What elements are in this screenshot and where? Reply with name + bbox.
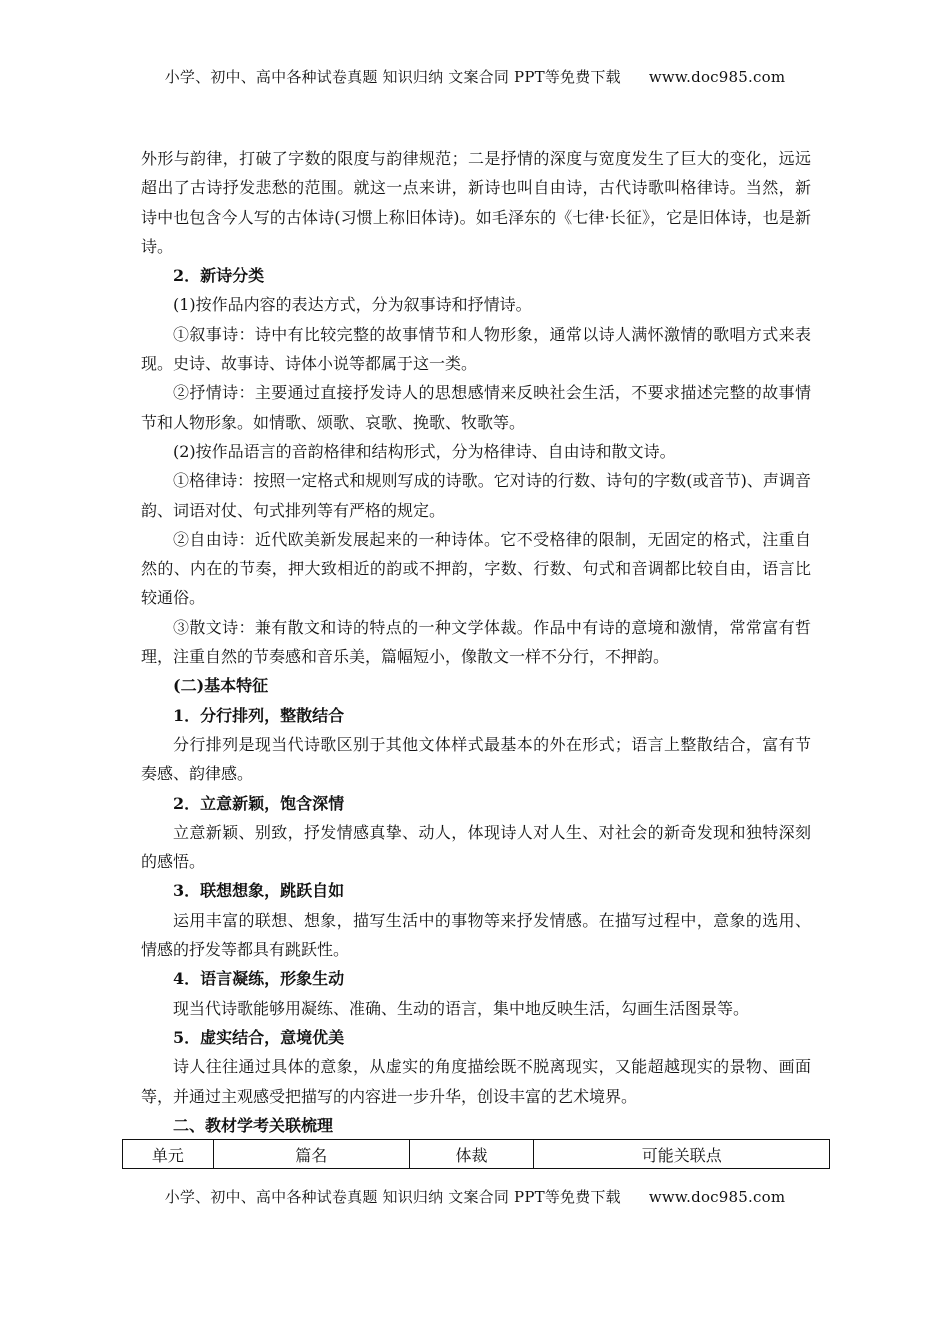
section-heading: 4．语言凝练，形象生动 (173, 969, 345, 989)
section-heading: 1．分行排列，整散结合 (173, 705, 345, 725)
table-header-cell: 单元 (123, 1140, 214, 1169)
table-header-cell: 可能关联点 (534, 1140, 830, 1169)
paragraph: ②抒情诗：主要通过直接抒发诗人的思想感情来反映社会生活，不要求描述完整的故事情节和人物形象。如情歌、颂歌、哀歌、挽歌、牧歌等。 (141, 383, 811, 432)
section-heading: (二)基本特征 (173, 676, 269, 696)
footer-text: 小学、初中、高中各种试卷真题 知识归纳 文案合同 PPT等免费下载 (164, 1188, 621, 1206)
paragraph: (1)按作品内容的表达方式，分为叙事诗和抒情诗。 (173, 295, 532, 315)
paragraph: ③散文诗：兼有散文和诗的特点的一种文学体裁。作品中有诗的意境和激情，常常富有哲理，注重自然的节奏感和音乐美，篇幅短小，像散文一样不分行，不押韵。 (141, 617, 811, 667)
paragraph: 立意新颖、别致，抒发情感真挚、动人，体现诗人对人生、对社会的新奇发现和独特深刻的感悟。 (141, 822, 811, 872)
table-header-cell: 体裁 (409, 1140, 534, 1169)
paragraph: 现当代诗歌能够用凝练、准确、生动的语言，集中地反映生活，勾画生活图景等。 (173, 998, 750, 1018)
paragraph: 分行排列是现当代诗歌区别于其他文体样式最基本的外在形式；语言上整散结合，富有节奏感、韵律感。 (141, 734, 811, 784)
footer-site-link[interactable]: www.doc985.com (648, 1188, 786, 1206)
table-header-cell: 篇名 (213, 1140, 409, 1169)
section-heading: 2．新诗分类 (173, 266, 265, 286)
table-header-row (123, 1140, 830, 1169)
document-body (141, 144, 811, 1140)
page-header (0, 66, 950, 87)
paragraph: 诗人往往通过具体的意象，从虚实的角度描绘既不脱离现实，又能超越现实的景物、画面等，并通过主观感受把描写的内容进一步升华，创设丰富的艺术境界。 (141, 1057, 811, 1106)
paragraph: 外形与韵律，打破了字数的限度与韵律规范；二是抒情的深度与宽度发生了巨大的变化，远远超出了古诗抒发悲愁的范围。就这一点来讲，新诗也叫自由诗，古代诗歌叫格律诗。当然，新诗中也包含今人写的古体诗(习惯上称旧体诗)。如毛泽东的《七律·长征》，它是旧体诗，也是新诗。 (141, 149, 811, 256)
paragraph: (2)按作品语言的音韵格律和结构形式，分为格律诗、自由诗和散文诗。 (173, 441, 676, 461)
paragraph: ①格律诗：按照一定格式和规则写成的诗歌。它对诗的行数、诗句的字数(或音节)、声调音韵、词语对仗、句式排列等有严格的规定。 (141, 471, 811, 520)
section-heading: 二、教材学考关联梳理 (173, 1115, 334, 1135)
header-site-link[interactable]: www.doc985.com (648, 68, 786, 86)
page-footer (0, 1186, 950, 1207)
section-heading: 3．联想想象，跳跃自如 (173, 881, 345, 901)
paragraph: 运用丰富的联想、想象，描写生活中的事物等来抒发情感。在描写过程中，意象的选用、情感的抒发等都具有跳跃性。 (141, 910, 811, 960)
section-heading: 5．虚实结合，意境优美 (173, 1027, 345, 1047)
paragraph: ②自由诗：近代欧美新发展起来的一种诗体。它不受格律的限制，无固定的格式，注重自然的、内在的节奏，押大致相近的韵或不押韵，字数、行数、句式和音调都比较自由，语言比较通俗。 (141, 529, 811, 608)
paragraph: ①叙事诗：诗中有比较完整的故事情节和人物形象，通常以诗人满怀激情的歌唱方式来表现。史诗、故事诗、诗体小说等都属于这一类。 (141, 324, 811, 374)
section-heading: 2．立意新颖，饱含深情 (173, 793, 345, 813)
header-text: 小学、初中、高中各种试卷真题 知识归纳 文案合同 PPT等免费下载 (164, 68, 621, 86)
relation-table (122, 1139, 830, 1169)
